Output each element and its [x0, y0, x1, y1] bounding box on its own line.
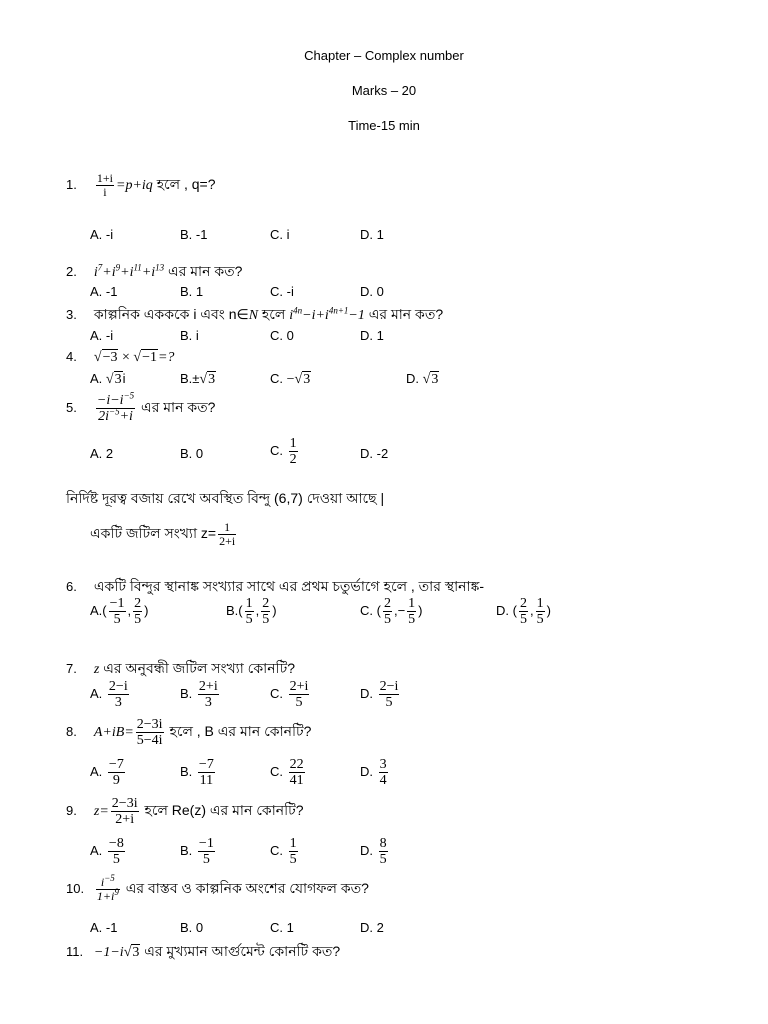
q10-option-d[interactable]: D. 2	[360, 920, 384, 935]
question-9: 9. z= $\frac{2-3i}{2+i}$ হলে Re(z) এর মান কোনটি?	[66, 796, 304, 827]
q4-expression: √−3 × √−1	[93, 350, 157, 365]
question-7: 7. z এর অনুবন্ধী জটিল সংখ্যা কোনটি?	[66, 660, 295, 677]
q4-option-a[interactable]: A. √3i	[90, 371, 126, 387]
q7-option-d[interactable]: D. $\frac{2-i}{5}$	[360, 679, 399, 710]
q1-option-c[interactable]: C. i	[270, 227, 290, 242]
q4-option-d[interactable]: D. √3	[406, 371, 439, 387]
q2-option-c[interactable]: C. -i	[270, 284, 294, 299]
q6-option-b[interactable]: B.( $\frac{1}{5}$ , $\frac{2}{5}$ )	[226, 596, 277, 627]
q9-option-a[interactable]: A. $\frac{-8}{5}$	[90, 836, 124, 867]
q5-option-b[interactable]: B. 0	[180, 446, 204, 461]
q8-option-b[interactable]: B. $\frac{-7}{11}$	[180, 757, 214, 788]
q1-option-a[interactable]: A. -i	[90, 227, 114, 242]
question-5: 5. $\frac{-i-i^{-5}}{2i^{-5}+i}$ এর মান কত?	[66, 390, 216, 424]
q8-option-c[interactable]: C. $\frac{22}{41}$	[270, 757, 304, 788]
q8-option-d[interactable]: D. $\frac{3}{4}$	[360, 757, 387, 788]
chapter-title: Chapter – Complex number	[304, 48, 464, 63]
q1-fraction: $\frac{1+i}{i}$	[96, 171, 113, 199]
time-label: Time-15 min	[348, 118, 420, 133]
q3-option-b[interactable]: B. i	[180, 328, 199, 343]
question-1: 1. $\frac{1+i}{i}$ =p+iq হলে , q=?	[66, 171, 216, 199]
q6-option-d[interactable]: D. ( $\frac{2}{5}$ , $\frac{1}{5}$ )	[496, 596, 551, 627]
question-8: 8. A+iB= $\frac{2-3i}{5-4i}$ হলে , B এর মান কোনটি?	[66, 717, 312, 748]
passage-line-2: একটি জটিল সংখ্যা z= $\frac{1}{2+i}$	[90, 520, 236, 548]
q9-option-b[interactable]: B. $\frac{-1}{5}$	[180, 836, 214, 867]
q10-option-c[interactable]: C. 1	[270, 920, 294, 935]
q6-option-c[interactable]: C. ( $\frac{2}{5}$ ,− $\frac{1}{5}$ )	[360, 596, 423, 627]
q2-option-b[interactable]: B. 1	[180, 284, 204, 299]
q7-option-c[interactable]: C. $\frac{2+i}{5}$	[270, 679, 309, 710]
q5-option-c[interactable]: C. $\frac{1}{2}$	[270, 436, 297, 467]
question-11: 11. −1−i√3 এর মুখ্যমান আর্গুমেন্ট কোনটি কত?	[66, 943, 341, 960]
q6-option-a[interactable]: A.( $\frac{-1}{5}$ , $\frac{2}{5}$ )	[90, 596, 149, 627]
q3-option-a[interactable]: A. -i	[90, 328, 114, 343]
q1-option-b[interactable]: B. -1	[180, 227, 208, 242]
question-4: 4. √−3 × √−1=?	[66, 349, 175, 365]
q5-option-d[interactable]: D. -2	[360, 446, 389, 461]
q2-expression: $i^7+i^9+i^{11}+i^{13}$	[93, 262, 165, 280]
q4-option-c[interactable]: C. −√3	[270, 371, 311, 387]
q10-fraction: $\frac{i^{-5}}{1+i^9}$	[96, 873, 119, 903]
q3-option-c[interactable]: C. 0	[270, 328, 294, 343]
q9-option-c[interactable]: C. $\frac{1}{5}$	[270, 836, 297, 867]
q9-fraction: $\frac{2-3i}{2+i}$	[111, 796, 138, 827]
q3-option-d[interactable]: D. 1	[360, 328, 384, 343]
q2-option-a[interactable]: A. -1	[90, 284, 118, 299]
q4-option-b[interactable]: B.±√3	[180, 371, 216, 387]
q10-option-a[interactable]: A. -1	[90, 920, 118, 935]
q5-option-a[interactable]: A. 2	[90, 446, 114, 461]
question-6: 6. একটি বিন্দুর স্থানাঙ্ক সংখ্যার সাথে এর প্রথম চতুর্ভাগে হলে , তার স্থানাঙ্ক-	[66, 578, 484, 594]
q5-fraction: $\frac{-i-i^{-5}}{2i^{-5}+i}$	[96, 390, 135, 424]
q3-expression: $i^{4n}-i+i^{4n+1}-1$	[289, 305, 365, 323]
question-2: 2. $i^7+i^9+i^{11}+i^{13}$ এর মান কত?	[66, 262, 243, 280]
q1-option-d[interactable]: D. 1	[360, 227, 384, 242]
q10-option-b[interactable]: B. 0	[180, 920, 204, 935]
marks-label: Marks – 20	[351, 83, 417, 98]
q2-option-d[interactable]: D. 0	[360, 284, 384, 299]
q7-option-a[interactable]: A. $\frac{2-i}{3}$	[90, 679, 128, 710]
passage-line-1: নির্দিষ্ট দূরত্ব বজায় রেখে অবস্থিত বিন্দু (6,7) দেওয়া আছে |	[66, 490, 385, 506]
q8-option-a[interactable]: A. $\frac{-7}{9}$	[90, 757, 124, 788]
question-10: 10. $\frac{i^{-5}}{1+i^9}$ এর বাস্তব ও কাল্পনিক অংশের যোগফল কত?	[66, 873, 369, 903]
q7-option-b[interactable]: B. $\frac{2+i}{3}$	[180, 679, 218, 710]
q9-option-d[interactable]: D. $\frac{8}{5}$	[360, 836, 387, 867]
q8-fraction: $\frac{2-3i}{5-4i}$	[136, 717, 163, 748]
question-3: 3. কাল্পনিক একককে i এবং n∈N হলে $i^{4n}-i+i^{4n+1}-1$ এর মান কত?	[66, 305, 444, 323]
